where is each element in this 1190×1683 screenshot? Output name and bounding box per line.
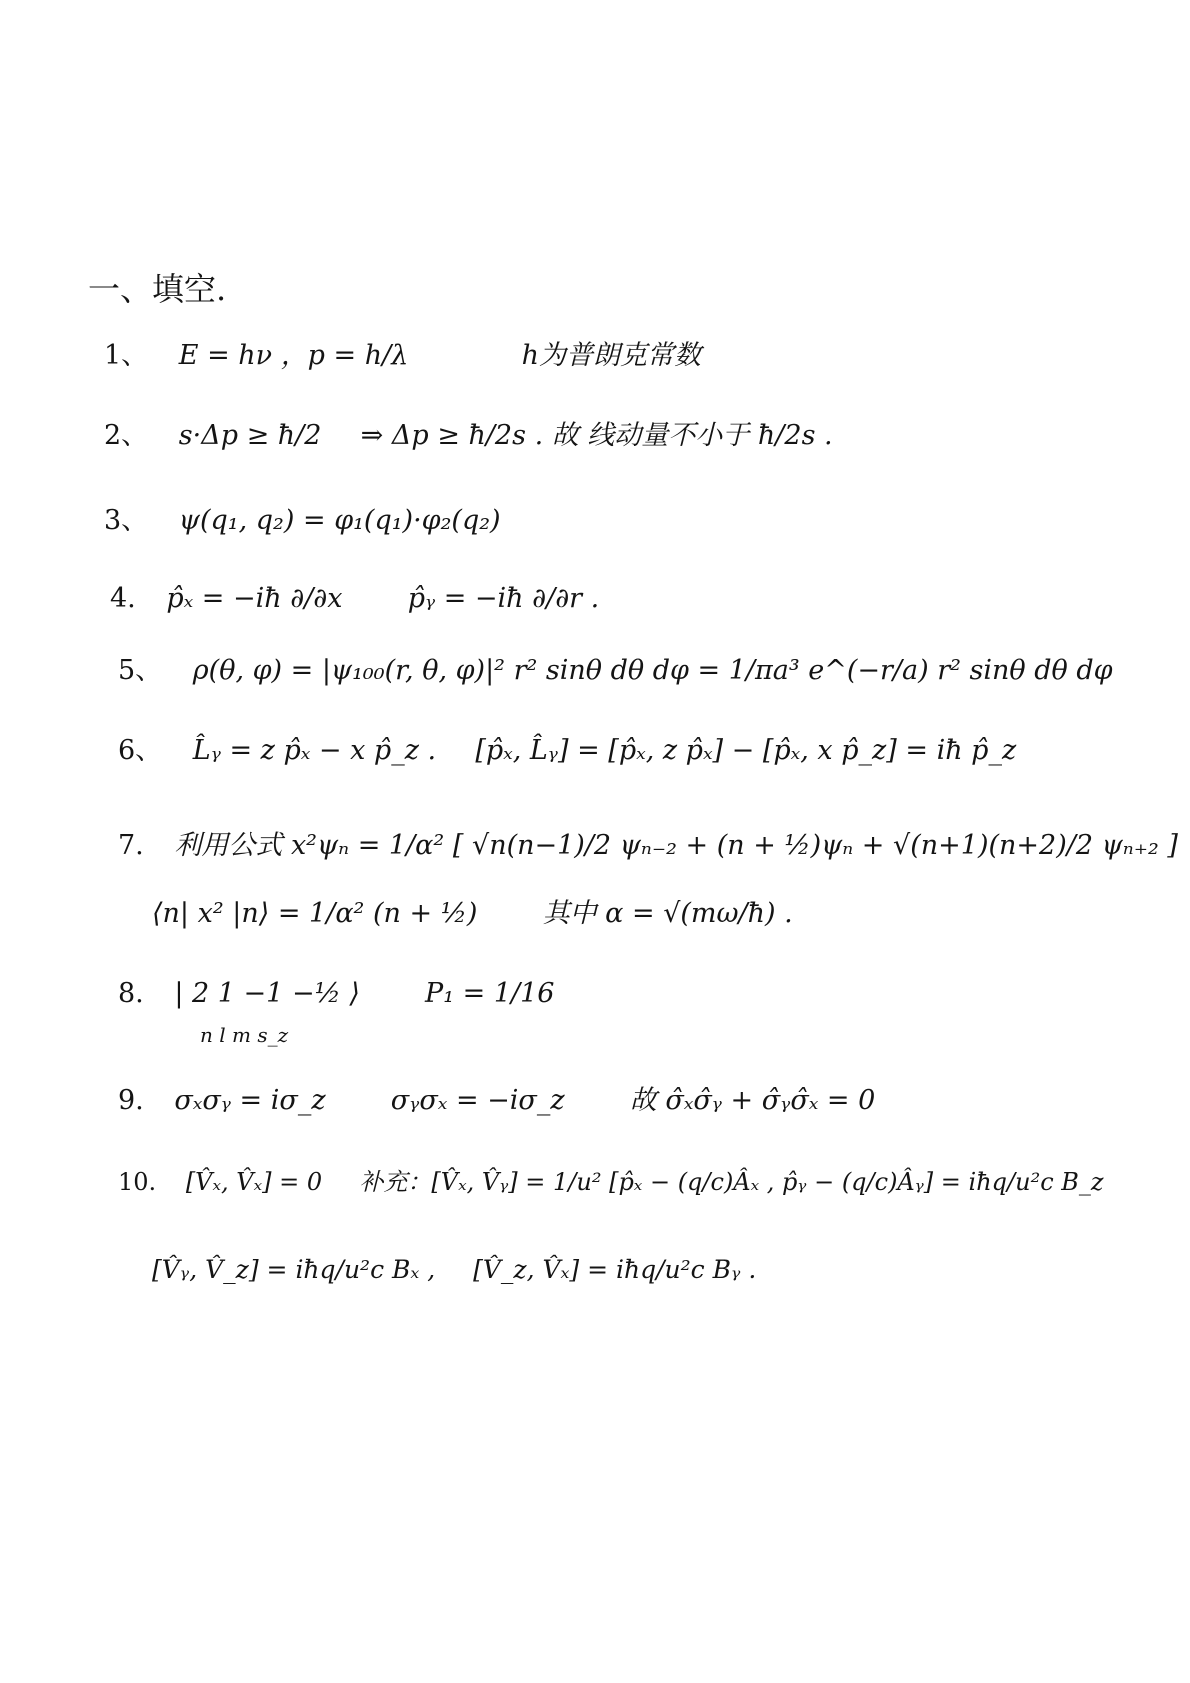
normalization-factor: 1/πa³ [728, 655, 800, 686]
momentum-bound: ħ/2s [468, 420, 526, 451]
charge-factor: iħq/u²c [968, 1168, 1054, 1196]
planck-note: h为普朗克常数 [521, 340, 701, 371]
item-9 [118, 1085, 875, 1117]
item-7: 7. 利用公式 x²ψₙ = 1/α² [ √n(n−1)/2 ψₙ₋₂ + (n + ½)ψₙ + √(n+1)(n+2)/2 ψₙ₊₂ ] [118, 830, 1178, 861]
item-number: 3、 [104, 505, 149, 536]
item-number: 6、 [118, 735, 163, 766]
recurrence-middle: ψₙ₋₂ + (n + ½)ψₙ + [619, 830, 894, 861]
charge-factor: iħq/u²c [295, 1255, 385, 1284]
uncertainty-lhs: s·Δp ≥ [178, 420, 278, 451]
item-number: 8. [118, 978, 144, 1009]
pauli-product-1: σₓσᵧ = iσ_z [174, 1085, 326, 1116]
item-8 [118, 978, 554, 1010]
px-operator: p̂ₓ = −iħ ∂/∂x [166, 583, 343, 614]
item-number: 10. [118, 1168, 157, 1196]
item-3 [104, 505, 501, 537]
item-5 [118, 655, 1113, 687]
probability-value: 1/16 [493, 978, 555, 1009]
item-4 [110, 583, 599, 615]
velocity-commutator-zx: [V̂_z, V̂ₓ] = [473, 1255, 616, 1284]
section-heading: 一、填空. [88, 270, 227, 308]
coeff-upper: √(n+1)(n+2)/2 [893, 830, 1094, 861]
item-10-continued [152, 1255, 756, 1285]
anticommutator: 故 σ̂ₓσ̂ᵧ + σ̂ᵧσ̂ₓ = 0 [629, 1085, 876, 1116]
state-ket: | 2 1 −1 −½ ⟩ [174, 978, 360, 1009]
probability-label: P₁ = [425, 978, 494, 1009]
recurrence-lhs: 利用公式 x²ψₙ = [174, 830, 389, 861]
probability-density: ρ(θ, φ) = |ψ₁₀₀(r, θ, φ)|² r² sinθ dθ dφ = [192, 655, 729, 686]
quantum-number-labels: n l m s_z [200, 1023, 289, 1047]
item-1 [104, 340, 701, 372]
item-number: 2、 [104, 420, 149, 451]
conclusion-text: . 故 线动量不小于 [534, 420, 750, 451]
commutator-result: [p̂ₓ, L̂ᵧ] = [p̂ₓ, z p̂ₓ] − [p̂ₓ, x p̂_z] = iħ p̂_z [475, 735, 1017, 766]
item-number: 1、 [104, 340, 149, 371]
alpha-definition: 其中 α = √(mω/ħ) . [542, 898, 793, 929]
py-operator: p̂ᵧ = −iħ ∂/∂r . [407, 583, 600, 614]
alpha-factor: 1/α² [309, 898, 365, 929]
momentum-fraction: h/λ [364, 340, 409, 371]
item-number: 4. [110, 583, 136, 614]
canonical-commutator: [p̂ₓ − (q/c)Âₓ , p̂ᵧ − (q/c)Âᵧ] = [609, 1168, 969, 1196]
momentum-implication: ⇒ Δp ≥ [360, 420, 469, 451]
recurrence-end: ψₙ₊₂ ] [1101, 830, 1178, 861]
item-10 [118, 1168, 1104, 1197]
velocity-commutator-xx: [V̂ₓ, V̂ₓ] = 0 [185, 1168, 323, 1196]
momentum-prefix: ，p = [280, 340, 365, 371]
radial-term: e^(−r/a) r² sinθ dθ dφ [808, 655, 1113, 686]
uncertainty-bound: ħ/2 [277, 420, 322, 451]
field-bx: Bₓ , [392, 1255, 436, 1284]
expectation-rhs: (n + ½) [372, 898, 478, 929]
alpha-factor: 1/α² [388, 830, 445, 861]
expectation-lhs: ⟨n| x² |n⟩ = [152, 898, 310, 929]
coeff-lower: √n(n−1)/2 [471, 830, 612, 861]
field-by: Bᵧ . [712, 1255, 757, 1284]
item-number: 7. [118, 830, 144, 861]
conclusion-bound: ħ/2s [757, 420, 816, 451]
item-7-result [152, 898, 793, 930]
item-number: 9. [118, 1085, 144, 1116]
item-number: 5、 [118, 655, 163, 686]
charge-factor: iħq/u²c [616, 1255, 705, 1284]
angular-momentum-ly: L̂ᵧ = z p̂ₓ − x p̂_z . [192, 735, 437, 766]
field-bz: B_z [1061, 1168, 1104, 1196]
item-6 [118, 735, 1016, 767]
mass-factor: 1/u² [553, 1168, 602, 1196]
wavefunction-product: ψ(q₁, q₂) = φ₁(q₁)·φ₂(q₂) [178, 505, 501, 536]
supplement-lhs: 补充：[V̂ₓ, V̂ᵧ] = [359, 1168, 553, 1196]
pauli-product-2: σᵧσₓ = −iσ_z [390, 1085, 565, 1116]
energy-formula: E = hν [178, 340, 273, 371]
item-2: 2、 s·Δp ≥ ħ/2 ⇒ Δp ≥ ħ/2s . 故 线动量不小于 ħ/2s . [104, 420, 833, 451]
velocity-commutator-yz: [V̂ᵧ, V̂_z] = [152, 1255, 296, 1284]
